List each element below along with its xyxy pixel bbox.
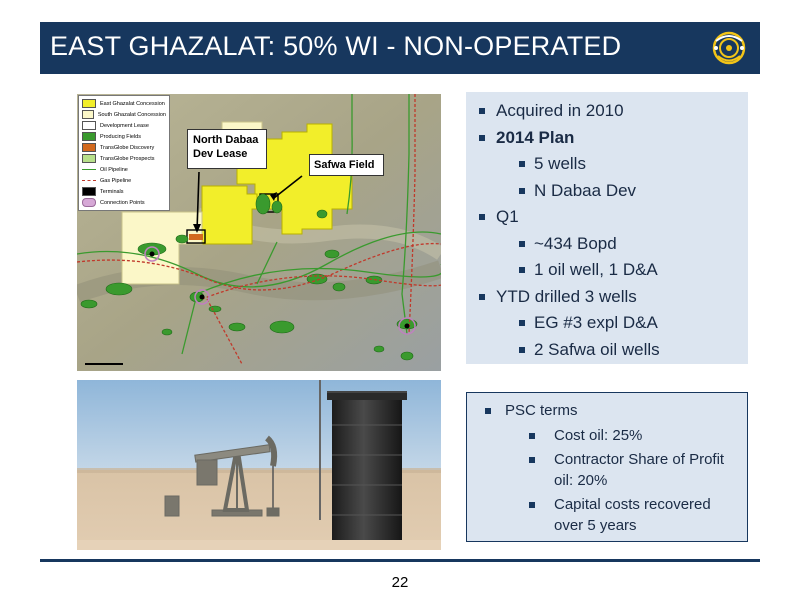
safwa-callout — [309, 154, 384, 176]
oilfield-photo — [77, 380, 441, 550]
legend-item — [82, 131, 166, 142]
legend-label: Development Lease — [100, 122, 149, 129]
concession-map — [77, 94, 441, 371]
legend-item — [82, 98, 166, 109]
sub-bullet-item: 2 Safwa oil wells — [466, 337, 748, 364]
storage-tank — [320, 380, 407, 548]
legend-item — [82, 164, 166, 175]
north-dabaa-label-line1: North Dabaa — [193, 134, 259, 146]
bullet-item: Q1 — [466, 204, 748, 231]
title-bar — [40, 22, 760, 74]
bullet-item: 2014 Plan — [466, 125, 748, 152]
legend-label: Connection Points — [100, 199, 145, 206]
legend-item — [82, 153, 166, 164]
north-dabaa-callout — [187, 129, 267, 169]
sub-bullet-item: N Dabaa Dev — [466, 178, 748, 205]
east-ghazalat-block — [202, 186, 257, 244]
legend-label: TransGlobe Prospects — [100, 155, 155, 162]
legend-item — [82, 120, 166, 131]
legend-swatch — [82, 154, 96, 163]
company-logo-icon — [710, 29, 748, 67]
legend-swatch — [82, 132, 96, 141]
legend-item — [82, 197, 166, 208]
legend-label: South Ghazalat Concession — [97, 111, 166, 118]
pumpjack-tank-image — [77, 380, 441, 550]
legend-label: Gas Pipeline — [100, 177, 132, 184]
legend-swatch — [82, 187, 96, 196]
psc-term-item: Capital costs recovered over 5 years — [467, 494, 747, 536]
legend-label: TransGlobe Discovery — [100, 144, 155, 151]
legend-swatch — [82, 169, 96, 170]
legend-item — [82, 142, 166, 153]
bullet-item: YTD drilled 3 wells — [466, 284, 748, 311]
summary-panel — [466, 92, 748, 364]
legend-swatch — [82, 180, 96, 181]
psc-term-item: Cost oil: 25% — [467, 425, 747, 446]
legend-label: Terminals — [100, 188, 124, 195]
north-dabaa-label-line2: Dev Lease — [193, 148, 248, 160]
page-number: 22 — [391, 574, 409, 591]
legend-swatch — [82, 99, 96, 108]
psc-term-item: Contractor Share of Profit oil: 20% — [467, 449, 747, 491]
footer-rule — [40, 559, 760, 562]
bullet-item: Acquired in 2010 — [466, 98, 748, 125]
legend-label: Producing Fields — [100, 133, 141, 140]
legend-swatch — [82, 198, 96, 207]
sub-bullet-item: ~434 Bopd — [466, 231, 748, 258]
sub-bullet-item: EG #3 expl D&A — [466, 310, 748, 337]
legend-item — [82, 109, 166, 120]
legend-swatch — [82, 143, 96, 152]
sub-bullet-item: 1 oil well, 1 D&A — [466, 257, 748, 284]
legend-item — [82, 186, 166, 197]
sub-bullet-item: 5 wells — [466, 151, 748, 178]
psc-terms-heading: PSC terms — [467, 400, 747, 422]
safwa-label: Safwa Field — [314, 159, 375, 171]
psc-terms-panel — [466, 392, 748, 542]
legend-item — [82, 175, 166, 186]
slide-title: EAST GHAZALAT: 50% WI - NON-OPERATED — [50, 31, 622, 61]
legend-swatch — [82, 121, 96, 130]
legend-label: Oil Pipeline — [100, 166, 128, 173]
map-legend — [78, 95, 170, 211]
legend-swatch — [82, 110, 94, 119]
legend-label: East Ghazalat Concession — [100, 100, 165, 107]
